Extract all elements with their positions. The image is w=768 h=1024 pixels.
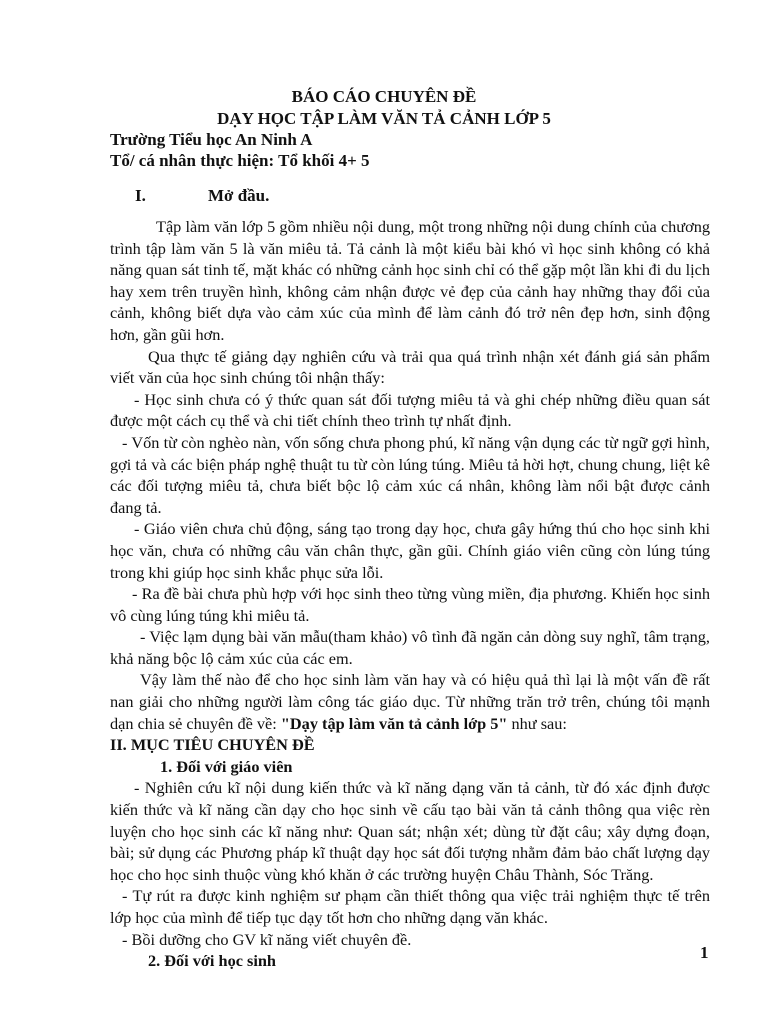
closing-text-end: như sau:	[507, 713, 567, 733]
report-subtitle: DẠY HỌC TẬP LÀM VĂN TẢ CẢNH LỚP 5	[217, 109, 551, 128]
list-item: - Tự rút ra được kinh nghiệm sư phạm cần thiết thông qua việc trải nghiệm thực tế trên lớp học của mình để tiếp tục dạy tốt hơn cho những dạng văn khác.	[110, 886, 710, 927]
list-item: - Bồi dưỡng cho GV kĩ năng viết chuyên đề.	[122, 929, 412, 949]
page-number: 1	[700, 943, 709, 962]
section-2-heading: II. MỤC TIÊU CHUYÊN ĐỀ	[110, 735, 315, 755]
paragraph: Qua thực tế giảng dạy nghiên cứu và trải qua quá trình nhận xét đánh giá sản phẩm viết văn của học sinh chúng tôi nhận thấy:	[110, 346, 710, 388]
school-name: Trường Tiểu học An Ninh A	[110, 130, 313, 149]
list-item: - Vốn từ còn nghèo nàn, vốn sống chưa phong phú, kĩ năng vận dụng các từ ngữ gợi hình, gợi tả và các biện pháp nghệ thuật tu từ còn lúng túng. Miêu tả hời hợt, chung chung, liệt kê các đối tượng miêu tả, chưa biết bộc lộ cảm xúc cá nhân, không làm nổi bật được cảnh đang tả.	[110, 432, 710, 517]
subsection-students: 2. Đối với học sinh	[148, 951, 276, 971]
paragraph: Tập làm văn lớp 5 gồm nhiều nội dung, một trong những nội dung chính của chương trình tập làm văn 5 là văn miêu tả. Tả cảnh là một kiểu bài khó vì học sinh không có khả năng quan sát tinh tế, mặt khác có những cảnh học sinh chỉ có thể gặp một lần khi đi du lịch hay xem trên truyền hình, không cảm nhận được vẻ đẹp của cảnh hay những thay đổi của cảnh, không biết dựa vào cảm xúc của mình để làm cảnh đó trở nên đẹp hơn, sinh động hơn, gần gũi hơn.	[110, 217, 710, 344]
report-title: BÁO CÁO CHUYÊN ĐỀ	[291, 87, 477, 106]
closing-text: Vậy làm thế nào để cho học sinh làm văn hay và có hiệu quả thì lại là một vấn đề rất nan giải cho những người làm công tác giáo dục. Từ những trăn trở trên, chúng tôi mạnh dạn chia sẻ chuyên đề về:	[110, 670, 710, 733]
closing-paragraph	[110, 669, 710, 734]
topic-title: "Dạy tập làm văn tả cảnh lớp 5"	[280, 713, 508, 733]
list-item: - Nghiên cứu kĩ nội dung kiến thức và kĩ năng dạng văn tả cảnh, từ đó xác định được kiến thức và kĩ năng cần dạy cho học sinh về cấu tạo bài văn tả cảnh thông qua việc rèn luyện cho học sinh các kĩ năng như: Quan sát; nhận xét; dùng từ đặt câu; xây dựng đoạn, bài; sử dụng các Phương pháp kĩ thuật dạy học sát đối tượng nhằm đảm bảo chất lượng dạy học cho học sinh thuộc vùng khó khăn ở các trường huyện Châu Thành, Sóc Trăng.	[110, 778, 710, 884]
list-item: - Việc lạm dụng bài văn mẫu(tham khảo) vô tình đã ngăn cản dòng suy nghĩ, tâm trạng, khả năng bộc lộ cảm xúc của các em.	[110, 627, 710, 668]
document-body	[110, 206, 710, 972]
author-line: Tổ/ cá nhân thực hiện: Tổ khối 4+ 5	[110, 151, 370, 170]
section-1-heading	[135, 186, 269, 206]
subsection-teachers: 1. Đối với giáo viên	[160, 756, 293, 776]
section-1-number: I.	[135, 186, 146, 205]
list-item: - Giáo viên chưa chủ động, sáng tạo trong dạy học, chưa gây hứng thú cho học sinh khi học văn, chưa có những câu văn chân thực, gần gũi. Chính giáo viên cũng còn lúng túng trong khi giúp học sinh khắc phục sửa lỗi.	[110, 519, 710, 582]
list-item: - Ra đề bài chưa phù hợp với học sinh theo từng vùng miền, địa phương. Khiến học sinh vô cùng lúng túng khi miêu tả.	[110, 584, 710, 625]
section-1-title: Mở đầu.	[208, 186, 270, 205]
list-item: - Học sinh chưa có ý thức quan sát đối tượng miêu tả và ghi chép những điều quan sát được một cách cụ thể và chi tiết chính theo trình tự nhất định.	[110, 389, 710, 431]
